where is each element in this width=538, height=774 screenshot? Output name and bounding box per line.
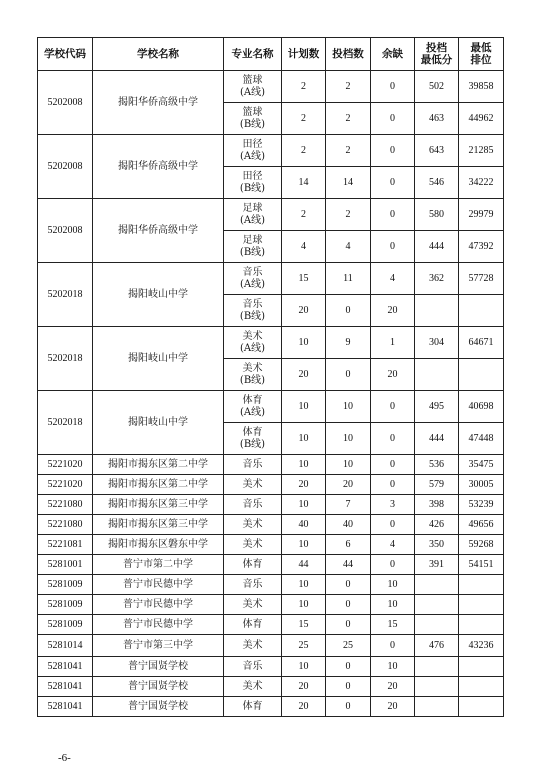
school-code-cell: 5202008 (38, 71, 93, 135)
major-cell: 美术 (224, 635, 282, 657)
filed-count-cell: 0 (326, 657, 371, 677)
min-score-cell: 362 (415, 263, 459, 295)
filed-count-cell: 14 (326, 167, 371, 199)
major-cell: 音乐 (224, 575, 282, 595)
school-code-cell: 5202018 (38, 391, 93, 455)
major-name: 田径 (242, 138, 263, 150)
vacancy-cell: 1 (371, 327, 415, 359)
page-number: -6- (58, 752, 71, 764)
table-row (38, 455, 504, 475)
school-code-cell: 5281041 (38, 697, 93, 717)
filed-count-cell: 2 (326, 199, 371, 231)
major-name: 美术 (242, 362, 263, 374)
major-line-type: (A线) (239, 278, 266, 290)
major-line-type: (B线) (239, 438, 266, 450)
major-line-type: (B线) (239, 310, 266, 322)
school-name-cell: 揭阳华侨高级中学 (93, 135, 224, 199)
filed-count-cell: 4 (326, 231, 371, 263)
min-rank-cell: 40698 (459, 391, 504, 423)
filed-count-cell: 44 (326, 555, 371, 575)
school-name-cell: 揭阳岐山中学 (93, 327, 224, 391)
header-min-rank-line1: 最低 (470, 42, 492, 54)
plan-count-cell: 20 (282, 475, 326, 495)
major-line-type: (B线) (239, 246, 266, 258)
school-name-cell: 揭阳市揭东区第二中学 (93, 455, 224, 475)
major-cell: 音乐 (224, 495, 282, 515)
min-rank-cell: 43236 (459, 635, 504, 657)
vacancy-cell: 20 (371, 359, 415, 391)
school-code-cell: 5202018 (38, 327, 93, 391)
major-cell: 美术 (224, 535, 282, 555)
filed-count-cell: 10 (326, 455, 371, 475)
major-cell (224, 423, 282, 455)
min-score-cell: 391 (415, 555, 459, 575)
school-name-cell: 揭阳市揭东区第三中学 (93, 515, 224, 535)
major-cell (224, 71, 282, 103)
plan-count-cell: 14 (282, 167, 326, 199)
school-code-cell: 5221080 (38, 495, 93, 515)
plan-count-cell: 10 (282, 657, 326, 677)
table-row (38, 327, 504, 359)
school-code-cell: 5221080 (38, 515, 93, 535)
table-row (38, 595, 504, 615)
major-cell: 体育 (224, 555, 282, 575)
min-rank-cell: 49656 (459, 515, 504, 535)
table-row (38, 391, 504, 423)
school-name-cell: 普宁市民德中学 (93, 615, 224, 635)
min-rank-cell: 57728 (459, 263, 504, 295)
table-row (38, 615, 504, 635)
admission-table (37, 37, 504, 717)
min-rank-cell: 47448 (459, 423, 504, 455)
min-score-cell: 350 (415, 535, 459, 555)
table-row (38, 515, 504, 535)
major-line-type: (A线) (239, 406, 266, 418)
header-major: 专业名称 (224, 38, 282, 71)
plan-count-cell: 10 (282, 535, 326, 555)
min-rank-cell (459, 575, 504, 595)
min-rank-cell: 54151 (459, 555, 504, 575)
vacancy-cell: 20 (371, 295, 415, 327)
school-name-cell: 普宁市第二中学 (93, 555, 224, 575)
school-code-cell: 5202018 (38, 263, 93, 327)
table-row (38, 635, 504, 657)
plan-count-cell: 10 (282, 455, 326, 475)
school-name-cell: 普宁国贤学校 (93, 657, 224, 677)
filed-count-cell: 10 (326, 391, 371, 423)
major-cell (224, 263, 282, 295)
major-cell (224, 391, 282, 423)
table-row (38, 199, 504, 231)
school-code-cell: 5202008 (38, 199, 93, 263)
major-line-type: (B线) (239, 118, 266, 130)
plan-count-cell: 15 (282, 263, 326, 295)
school-name-cell: 普宁市民德中学 (93, 595, 224, 615)
school-name-cell: 普宁国贤学校 (93, 677, 224, 697)
plan-count-cell: 25 (282, 635, 326, 657)
vacancy-cell: 0 (371, 167, 415, 199)
min-rank-cell: 59268 (459, 535, 504, 555)
major-name: 体育 (242, 426, 263, 438)
min-rank-cell (459, 359, 504, 391)
table-row (38, 475, 504, 495)
min-rank-cell: 30005 (459, 475, 504, 495)
major-line-type: (B线) (239, 374, 266, 386)
major-cell (224, 135, 282, 167)
min-rank-cell: 64671 (459, 327, 504, 359)
min-score-cell: 304 (415, 327, 459, 359)
min-score-cell: 495 (415, 391, 459, 423)
filed-count-cell: 0 (326, 595, 371, 615)
vacancy-cell: 20 (371, 697, 415, 717)
school-name-cell: 普宁市第三中学 (93, 635, 224, 657)
min-rank-cell: 35475 (459, 455, 504, 475)
min-score-cell: 476 (415, 635, 459, 657)
vacancy-cell: 0 (371, 475, 415, 495)
major-cell: 音乐 (224, 657, 282, 677)
school-code-cell: 5281041 (38, 657, 93, 677)
min-rank-cell (459, 657, 504, 677)
min-rank-cell: 34222 (459, 167, 504, 199)
vacancy-cell: 4 (371, 263, 415, 295)
min-rank-cell: 39858 (459, 71, 504, 103)
table-row (38, 135, 504, 167)
min-score-cell: 546 (415, 167, 459, 199)
header-row (38, 38, 504, 71)
vacancy-cell: 0 (371, 635, 415, 657)
plan-count-cell: 10 (282, 595, 326, 615)
major-cell (224, 295, 282, 327)
min-rank-cell (459, 615, 504, 635)
major-cell: 体育 (224, 615, 282, 635)
plan-count-cell: 20 (282, 295, 326, 327)
min-rank-cell: 21285 (459, 135, 504, 167)
school-code-cell: 5281041 (38, 677, 93, 697)
school-name-cell: 揭阳市揭东区磐东中学 (93, 535, 224, 555)
min-rank-cell: 29979 (459, 199, 504, 231)
vacancy-cell: 4 (371, 535, 415, 555)
filed-count-cell: 10 (326, 423, 371, 455)
vacancy-cell: 15 (371, 615, 415, 635)
min-score-cell: 444 (415, 423, 459, 455)
major-line-type: (A线) (239, 150, 266, 162)
major-cell: 美术 (224, 515, 282, 535)
school-code-cell: 5221081 (38, 535, 93, 555)
major-name: 美术 (242, 330, 263, 342)
plan-count-cell: 10 (282, 495, 326, 515)
vacancy-cell: 0 (371, 423, 415, 455)
table-body (38, 71, 504, 717)
filed-count-cell: 6 (326, 535, 371, 555)
table-row (38, 677, 504, 697)
major-name: 田径 (242, 170, 263, 182)
filed-count-cell: 0 (326, 697, 371, 717)
filed-count-cell: 2 (326, 103, 371, 135)
vacancy-cell: 0 (371, 455, 415, 475)
min-score-cell (415, 595, 459, 615)
min-score-cell: 444 (415, 231, 459, 263)
min-score-cell: 580 (415, 199, 459, 231)
major-cell: 音乐 (224, 455, 282, 475)
filed-count-cell: 40 (326, 515, 371, 535)
filed-count-cell: 11 (326, 263, 371, 295)
table-row (38, 263, 504, 295)
vacancy-cell: 0 (371, 515, 415, 535)
header-code: 学校代码 (38, 38, 93, 71)
table-row (38, 555, 504, 575)
filed-count-cell: 0 (326, 359, 371, 391)
major-name: 足球 (242, 234, 263, 246)
header-min-rank-line2: 排位 (470, 54, 492, 66)
major-line-type: (A线) (239, 214, 266, 226)
vacancy-cell: 10 (371, 595, 415, 615)
min-score-cell (415, 615, 459, 635)
header-min-score-line2: 最低分 (420, 54, 453, 66)
header-plan: 计划数 (282, 38, 326, 71)
school-code-cell: 5281009 (38, 575, 93, 595)
school-code-cell: 5281009 (38, 615, 93, 635)
vacancy-cell: 0 (371, 391, 415, 423)
filed-count-cell: 20 (326, 475, 371, 495)
min-score-cell (415, 575, 459, 595)
major-cell (224, 103, 282, 135)
min-rank-cell: 53239 (459, 495, 504, 515)
school-code-cell: 5281009 (38, 595, 93, 615)
filed-count-cell: 9 (326, 327, 371, 359)
school-name-cell: 揭阳华侨高级中学 (93, 71, 224, 135)
school-name-cell: 揭阳华侨高级中学 (93, 199, 224, 263)
table-row (38, 657, 504, 677)
header-vacancy: 余缺 (371, 38, 415, 71)
vacancy-cell: 10 (371, 657, 415, 677)
vacancy-cell: 0 (371, 71, 415, 103)
plan-count-cell: 20 (282, 677, 326, 697)
plan-count-cell: 10 (282, 423, 326, 455)
plan-count-cell: 2 (282, 103, 326, 135)
min-score-cell (415, 295, 459, 327)
major-cell (224, 199, 282, 231)
vacancy-cell: 0 (371, 135, 415, 167)
plan-count-cell: 2 (282, 71, 326, 103)
major-line-type: (A线) (239, 86, 266, 98)
min-rank-cell (459, 595, 504, 615)
min-score-cell: 536 (415, 455, 459, 475)
major-name: 足球 (242, 202, 263, 214)
filed-count-cell: 0 (326, 677, 371, 697)
min-score-cell (415, 657, 459, 677)
vacancy-cell: 10 (371, 575, 415, 595)
major-line-type: (B线) (239, 182, 266, 194)
school-code-cell: 5281001 (38, 555, 93, 575)
major-name: 篮球 (242, 106, 263, 118)
header-min-score (415, 38, 459, 71)
min-rank-cell (459, 697, 504, 717)
table-row (38, 697, 504, 717)
filed-count-cell: 0 (326, 615, 371, 635)
vacancy-cell: 0 (371, 231, 415, 263)
plan-count-cell: 10 (282, 575, 326, 595)
school-code-cell: 5221020 (38, 455, 93, 475)
min-rank-cell (459, 677, 504, 697)
plan-count-cell: 2 (282, 199, 326, 231)
major-name: 体育 (242, 394, 263, 406)
major-name: 音乐 (242, 298, 263, 310)
major-cell: 美术 (224, 475, 282, 495)
plan-count-cell: 15 (282, 615, 326, 635)
min-score-cell (415, 359, 459, 391)
table-row (38, 575, 504, 595)
major-line-type: (A线) (239, 342, 266, 354)
major-cell: 体育 (224, 697, 282, 717)
min-rank-cell: 47392 (459, 231, 504, 263)
filed-count-cell: 25 (326, 635, 371, 657)
plan-count-cell: 40 (282, 515, 326, 535)
filed-count-cell: 0 (326, 295, 371, 327)
school-name-cell: 揭阳岐山中学 (93, 263, 224, 327)
min-score-cell: 426 (415, 515, 459, 535)
min-score-cell (415, 677, 459, 697)
table-row (38, 535, 504, 555)
school-name-cell: 揭阳市揭东区第三中学 (93, 495, 224, 515)
school-code-cell: 5221020 (38, 475, 93, 495)
school-code-cell: 5202008 (38, 135, 93, 199)
vacancy-cell: 3 (371, 495, 415, 515)
min-score-cell: 579 (415, 475, 459, 495)
major-cell (224, 327, 282, 359)
min-rank-cell (459, 295, 504, 327)
school-name-cell: 揭阳市揭东区第二中学 (93, 475, 224, 495)
min-score-cell: 502 (415, 71, 459, 103)
header-name: 学校名称 (93, 38, 224, 71)
vacancy-cell: 0 (371, 103, 415, 135)
filed-count-cell: 7 (326, 495, 371, 515)
major-cell (224, 231, 282, 263)
filed-count-cell: 2 (326, 71, 371, 103)
filed-count-cell: 0 (326, 575, 371, 595)
filed-count-cell: 2 (326, 135, 371, 167)
min-score-cell: 463 (415, 103, 459, 135)
plan-count-cell: 20 (282, 697, 326, 717)
plan-count-cell: 4 (282, 231, 326, 263)
major-name: 篮球 (242, 74, 263, 86)
plan-count-cell: 10 (282, 327, 326, 359)
table-row (38, 495, 504, 515)
min-rank-cell: 44962 (459, 103, 504, 135)
vacancy-cell: 0 (371, 555, 415, 575)
min-score-cell: 643 (415, 135, 459, 167)
plan-count-cell: 2 (282, 135, 326, 167)
major-cell (224, 167, 282, 199)
header-min-rank (459, 38, 504, 71)
school-name-cell: 普宁国贤学校 (93, 697, 224, 717)
major-name: 音乐 (242, 266, 263, 278)
plan-count-cell: 44 (282, 555, 326, 575)
vacancy-cell: 0 (371, 199, 415, 231)
header-filed: 投档数 (326, 38, 371, 71)
school-name-cell: 揭阳岐山中学 (93, 391, 224, 455)
header-min-score-line1: 投档 (426, 42, 447, 54)
major-cell: 美术 (224, 595, 282, 615)
major-cell: 美术 (224, 677, 282, 697)
major-cell (224, 359, 282, 391)
school-name-cell: 普宁市民德中学 (93, 575, 224, 595)
min-score-cell: 398 (415, 495, 459, 515)
plan-count-cell: 20 (282, 359, 326, 391)
vacancy-cell: 20 (371, 677, 415, 697)
table-row (38, 71, 504, 103)
school-code-cell: 5281014 (38, 635, 93, 657)
min-score-cell (415, 697, 459, 717)
plan-count-cell: 10 (282, 391, 326, 423)
